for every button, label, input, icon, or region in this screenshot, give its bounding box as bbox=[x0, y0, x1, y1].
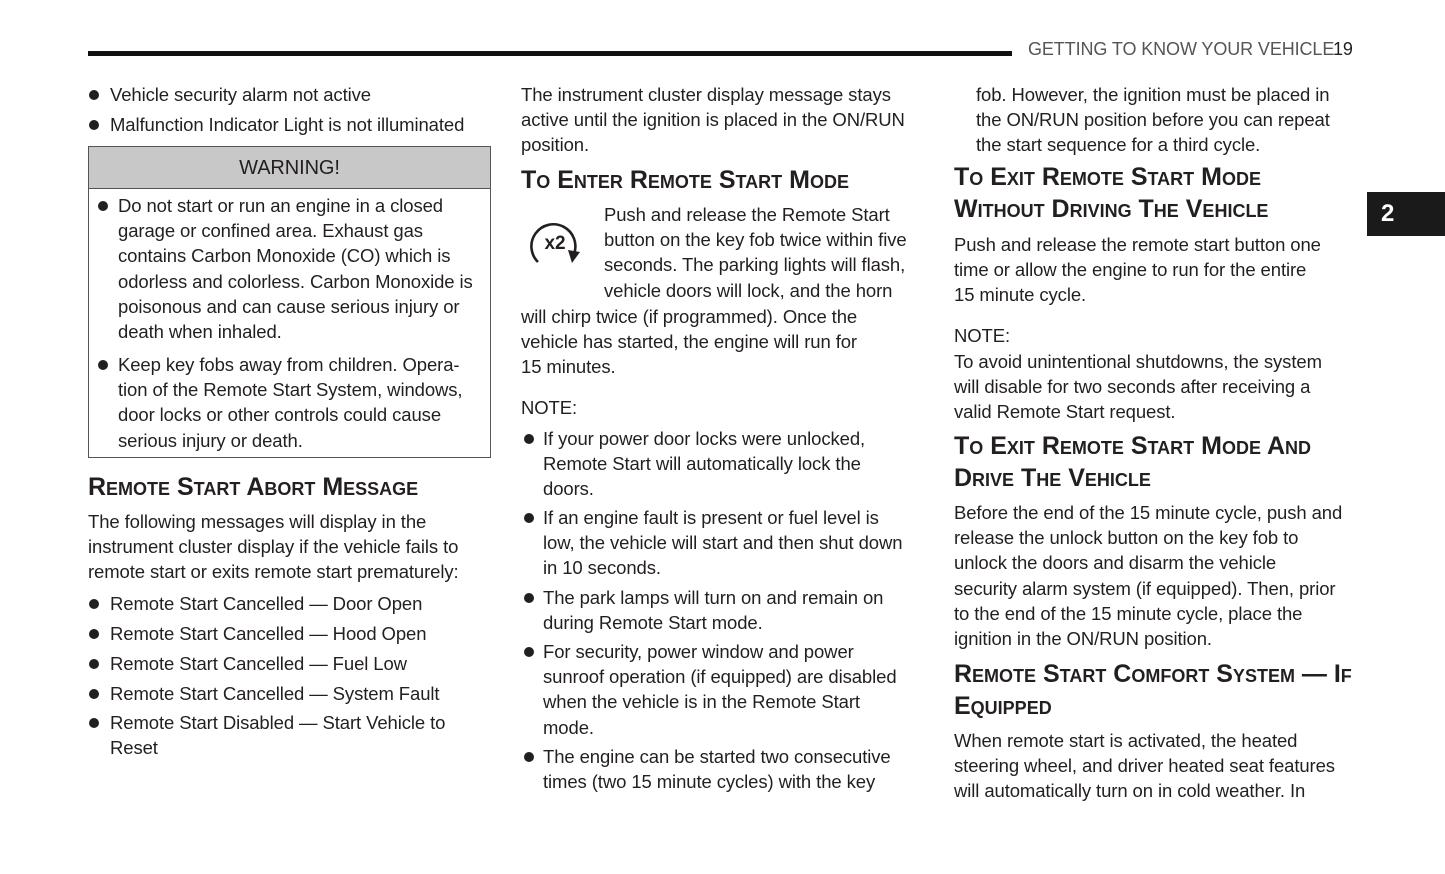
list-item-text: The park lamps will turn on and remain on during Remote Start mode. bbox=[543, 587, 884, 634]
paragraph: The instrument cluster display message stays active until the ignition is placed in the ON/RUN position. bbox=[521, 84, 905, 156]
warning-title: WARNING! bbox=[89, 147, 490, 189]
list-item bbox=[110, 710, 445, 760]
paragraph: Before the end of the 15 minute cycle, push and release the unlock button on the key fob to unlock the doors and disarm the vehicle security alarm system (if equipped). Then, prior to the end of the 15 minute cycle, place the ignition in the ON/RUN position. bbox=[954, 502, 1343, 650]
bullet-icon bbox=[524, 647, 534, 657]
paragraph: will chirp twice (if programmed). Once the vehicle has started, the engine will run for 15 minutes. bbox=[521, 306, 858, 378]
list-item-text: If an engine fault is present or fuel level is low, the vehicle will start and then shut down in 10 seconds. bbox=[543, 507, 903, 579]
bullet-icon bbox=[89, 120, 99, 130]
paragraph: Push and release the Remote Start button on the key fob twice within five seconds. The parking lights will flash, vehicle doors will lock, and the horn bbox=[604, 204, 907, 301]
bullet-icon bbox=[98, 201, 108, 211]
remote-start-x2-icon bbox=[528, 216, 584, 268]
svg-text:x2: x2 bbox=[544, 233, 566, 254]
list-item-text: Remote Start Cancelled — System Fault bbox=[110, 683, 440, 704]
list-item bbox=[543, 744, 891, 794]
bullet-icon bbox=[89, 718, 99, 728]
list-item bbox=[110, 591, 422, 616]
bullet-icon bbox=[89, 90, 99, 100]
bullet-icon bbox=[524, 513, 534, 523]
list-item bbox=[110, 621, 426, 646]
list-item bbox=[110, 82, 371, 107]
bullet-icon bbox=[89, 629, 99, 639]
header-rule bbox=[88, 51, 1012, 56]
list-item bbox=[543, 505, 902, 581]
paragraph: The following messages will display in the instrument cluster display if the vehicle fails to remote start or exits remote start prematurely: bbox=[88, 511, 459, 583]
warning-item-text: Keep key fobs away from children. Opera- tion of the Remote Start System, windows, door locks or other controls could cause serious injury or death. bbox=[118, 354, 463, 451]
list-item bbox=[543, 639, 897, 740]
list-item bbox=[110, 681, 439, 706]
list-item bbox=[110, 112, 464, 137]
bullet-icon bbox=[524, 752, 534, 762]
list-item-text: Remote Start Cancelled — Door Open bbox=[110, 593, 423, 614]
bullet-icon bbox=[524, 593, 534, 603]
warning-item-text: Do not start or run an engine in a closed garage or confined area. Exhaust gas contains Carbon Monoxide (CO) which is odorless and colorless. Carbon Monoxide is poisonous and can cause serious injury or death when inhaled. bbox=[118, 195, 473, 343]
warning-item bbox=[118, 352, 462, 453]
section-heading: To Enter Remote Start Mode bbox=[521, 166, 849, 194]
note-label: NOTE: bbox=[954, 325, 1011, 346]
list-item-text: Remote Start Cancelled — Hood Open bbox=[110, 623, 427, 644]
list-item-text: Malfunction Indicator Light is not illuminated bbox=[110, 114, 465, 135]
bullet-icon bbox=[524, 434, 534, 444]
list-item bbox=[110, 651, 407, 676]
list-item-text: The engine can be started two consecutive times (two 15 minute cycles) with the key bbox=[543, 746, 891, 793]
section-heading: Remote Start Comfort System — If Equipped bbox=[954, 660, 1352, 720]
list-item-text: For security, power window and power sunroof operation (if equipped) are disabled when the vehicle is in the Remote Start mode. bbox=[543, 641, 897, 738]
note-text: To avoid unintentional shutdowns, the system will disable for two seconds after receiving a valid Remote Start request. bbox=[954, 351, 1322, 423]
note-label: NOTE: bbox=[521, 397, 578, 418]
list-item-text: Vehicle security alarm not active bbox=[110, 84, 371, 105]
bullet-icon bbox=[98, 360, 108, 370]
paragraph: fob. However, the ignition must be placed in the ON/RUN position before you can repeat the start sequence for a third cycle. bbox=[976, 84, 1330, 156]
paragraph: When remote start is activated, the heated steering wheel, and driver heated seat features will automatically turn on in cold weather. In bbox=[954, 730, 1335, 802]
section-heading: To Exit Remote Start Mode And Drive The Vehicle bbox=[954, 432, 1312, 492]
list-item-text: Remote Start Disabled — Start Vehicle to Reset bbox=[110, 712, 446, 759]
section-heading: Remote Start Abort Message bbox=[88, 473, 419, 501]
bullet-icon bbox=[89, 599, 99, 609]
chapter-tab[interactable]: 2 bbox=[1367, 192, 1445, 236]
paragraph: Push and release the remote start button one time or allow the engine to run for the entire 15 minute cycle. bbox=[954, 234, 1321, 306]
bullet-icon bbox=[89, 689, 99, 699]
list-item-text: If your power door locks were unlocked, Remote Start will automatically lock the doors. bbox=[543, 428, 866, 500]
section-title: GETTING TO KNOW YOUR VEHICLE bbox=[1028, 39, 1335, 59]
bullet-icon bbox=[89, 659, 99, 669]
warning-item bbox=[118, 193, 473, 344]
page-number: 19 bbox=[1333, 39, 1353, 59]
list-item bbox=[543, 585, 883, 635]
list-item-text: Remote Start Cancelled — Fuel Low bbox=[110, 653, 407, 674]
list-item bbox=[543, 426, 865, 502]
section-heading: To Exit Remote Start Mode Without Driving The Vehicle bbox=[954, 163, 1269, 223]
